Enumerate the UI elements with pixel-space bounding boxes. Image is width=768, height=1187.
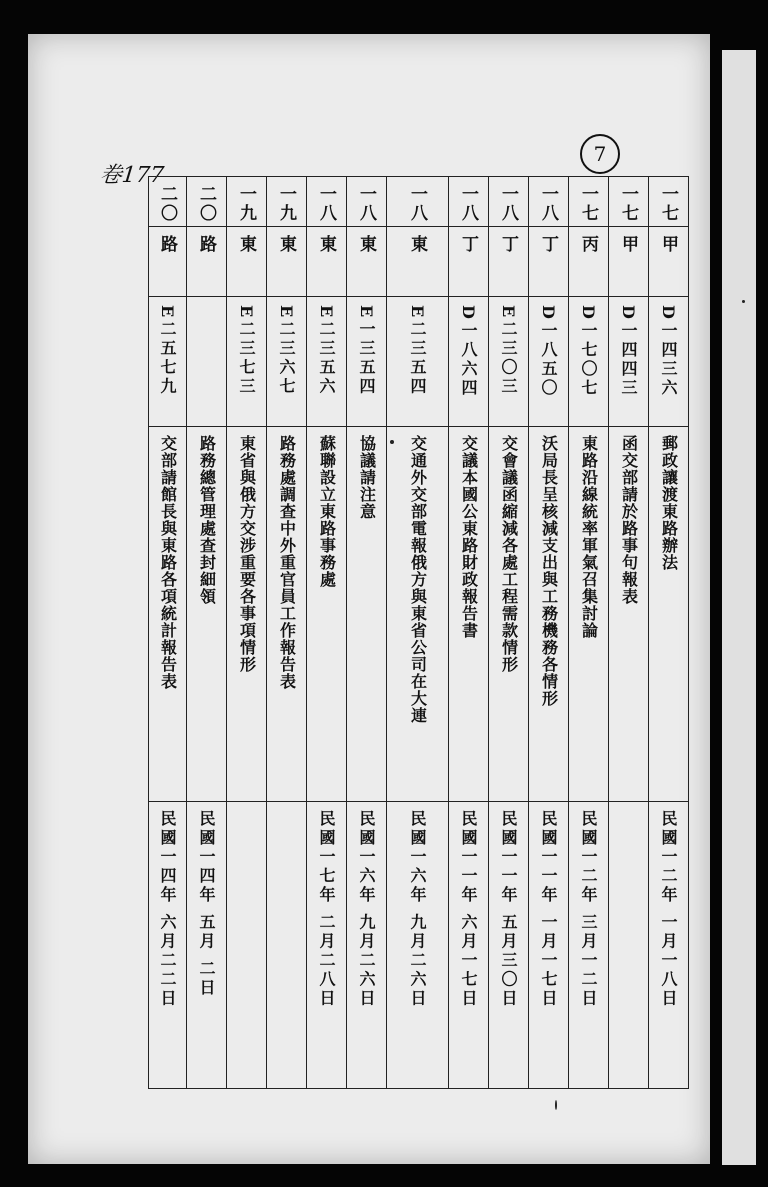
entry-code: E二三〇三 [499, 305, 518, 397]
entry-type-cell [347, 227, 387, 297]
entry-type-cell [267, 227, 307, 297]
entry-subject: 交議本國公東路財政報告書 [459, 435, 479, 639]
entry-type-cell [529, 227, 569, 297]
entry-subject: 函交部請於路事句報表 [619, 435, 639, 605]
entry-type: 東 [356, 235, 376, 254]
entry-code-cell [307, 297, 347, 427]
entry-date-cell [387, 802, 449, 1089]
circled-page-number: 7 [580, 134, 620, 174]
entry-subject: 沃局長呈核減支出與工務機務各情形 [539, 435, 559, 707]
entry-subject: 東省與俄方交涉重要各事項情形 [237, 435, 257, 673]
entry-subject: 協議請注意 [357, 435, 377, 520]
entry-type: 甲 [618, 235, 638, 254]
entry-subject-cell [347, 427, 387, 802]
entry-sequence: 二〇 [157, 185, 177, 223]
entry-code-cell [187, 297, 227, 427]
entry-subject: 交部請館長與東路各項統計報告表 [158, 435, 178, 690]
entry-date: 民國一一年 六月一七日 [459, 810, 478, 1009]
entry-type-cell [227, 227, 267, 297]
entry-date: 民國一二年 三月一二日 [579, 810, 598, 1009]
entry-subject-cell [529, 427, 569, 802]
entry-sequence: 一九 [236, 185, 256, 223]
entry-code-cell [267, 297, 307, 427]
entry-type-cell [149, 227, 187, 297]
entry-sequence: 一八 [407, 185, 427, 223]
entry-date-cell [227, 802, 267, 1089]
entry-subject-cell [649, 427, 689, 802]
entry-type-cell [187, 227, 227, 297]
entry-code: E二三六七 [277, 305, 296, 397]
entry-subject: 路務總管理處查封細領 [197, 435, 217, 605]
entry-subject: 東路沿線統率軍氣召集討論 [579, 435, 599, 639]
entry-subject-cell [227, 427, 267, 802]
entry-type: 路 [157, 235, 177, 254]
entry-date-cell [649, 802, 689, 1089]
entry-type-cell [387, 227, 449, 297]
entry-sequence: 一七 [618, 185, 638, 223]
entry-sequence: 一八 [538, 185, 558, 223]
page-reference-note: 卷177 [98, 163, 166, 188]
entry-sequence: 一八 [316, 185, 336, 223]
entry-date: 民國一四年 五月 二日 [197, 810, 216, 999]
entry-type-cell [569, 227, 609, 297]
scan-speck [555, 1100, 557, 1110]
entry-type: 丁 [538, 235, 558, 254]
entry-sequence-cell [449, 177, 489, 227]
entry-subject: 路務處調查中外重官員工作報告表 [277, 435, 297, 690]
row-type [149, 227, 689, 297]
entry-code: D一四四三 [619, 305, 638, 398]
entry-code-cell [347, 297, 387, 427]
entry-sequence-cell [149, 177, 187, 227]
entry-date-cell [347, 802, 387, 1089]
entry-code-cell [227, 297, 267, 427]
entry-type: 東 [316, 235, 336, 254]
entry-subject-cell [449, 427, 489, 802]
entry-sequence-cell [267, 177, 307, 227]
entry-date-cell [267, 802, 307, 1089]
entry-type: 丁 [498, 235, 518, 254]
row-sequence [149, 177, 689, 227]
adjacent-page-edge [722, 50, 756, 1165]
entry-sequence-cell [187, 177, 227, 227]
entry-subject-cell [569, 427, 609, 802]
entry-date-cell [187, 802, 227, 1089]
entry-date: 民國一四年 六月二二日 [158, 810, 177, 1009]
entry-type-cell [489, 227, 529, 297]
entry-sequence: 一八 [356, 185, 376, 223]
entry-code: D一四三六 [659, 305, 678, 398]
entry-subject: 郵政讓渡東路辦法 [659, 435, 679, 571]
entry-sequence: 一八 [498, 185, 518, 223]
entry-code: E二三五六 [317, 305, 336, 397]
entry-date: 民國一二年 一月一八日 [659, 810, 678, 1009]
entry-date-cell [449, 802, 489, 1089]
scan-speck [742, 300, 745, 303]
entry-code-cell [529, 297, 569, 427]
entry-sequence-cell [569, 177, 609, 227]
entry-type: 路 [196, 235, 216, 254]
entry-type: 丁 [458, 235, 478, 254]
entry-code: E一三五四 [357, 305, 376, 397]
entry-sequence: 一八 [458, 185, 478, 223]
entry-date-cell [529, 802, 569, 1089]
entry-code-cell [649, 297, 689, 427]
entry-date: 民國一六年 九月二六日 [408, 810, 427, 1009]
entry-date-cell [609, 802, 649, 1089]
entry-sequence: 一九 [276, 185, 296, 223]
entry-date: 民國一一年 一月一七日 [539, 810, 558, 1009]
entry-sequence-cell [387, 177, 449, 227]
row-date [149, 802, 689, 1089]
entry-code: E二三五四 [408, 305, 427, 397]
entry-sequence-cell [347, 177, 387, 227]
entry-subject: 蘇聯設立東路事務處 [317, 435, 337, 588]
entry-sequence-cell [227, 177, 267, 227]
entry-code: D一八六四 [459, 305, 478, 398]
entry-subject: 交通外交部電報俄方與東省公司在大連 [408, 435, 428, 724]
entry-subject-cell [187, 427, 227, 802]
entry-type: 東 [276, 235, 296, 254]
entry-code-cell [569, 297, 609, 427]
entry-date-cell [569, 802, 609, 1089]
entry-type-cell [609, 227, 649, 297]
entry-date-cell [307, 802, 347, 1089]
entry-sequence-cell [649, 177, 689, 227]
row-code [149, 297, 689, 427]
entry-type-cell [649, 227, 689, 297]
entry-sequence: 一七 [578, 185, 598, 223]
entry-sequence: 一七 [658, 185, 678, 223]
entry-subject-cell [149, 427, 187, 802]
entry-code: E二三七三 [237, 305, 256, 397]
row-subject [149, 427, 689, 802]
entry-subject-cell [267, 427, 307, 802]
entry-type: 丙 [578, 235, 598, 254]
entry-type: 甲 [658, 235, 678, 254]
entry-code-cell [149, 297, 187, 427]
entry-code-cell [387, 297, 449, 427]
entry-code-cell [609, 297, 649, 427]
entry-sequence-cell [489, 177, 529, 227]
entry-code-cell [449, 297, 489, 427]
entry-subject-cell [489, 427, 529, 802]
entry-code: E二五七九 [158, 305, 177, 397]
entry-date: 民國一一年 五月三〇日 [499, 810, 518, 1009]
entry-type: 東 [236, 235, 256, 254]
entry-sequence-cell [529, 177, 569, 227]
entry-type-cell [449, 227, 489, 297]
entry-subject-cell [609, 427, 649, 802]
entry-subject-cell [307, 427, 347, 802]
register-table [148, 176, 689, 1089]
entry-sequence: 二〇 [196, 185, 216, 223]
entry-code: D一七〇七 [579, 305, 598, 398]
entry-code: D一八五〇 [539, 305, 558, 398]
entry-date-cell [489, 802, 529, 1089]
entry-type: 東 [407, 235, 427, 254]
entry-date-cell [149, 802, 187, 1089]
entry-sequence-cell [609, 177, 649, 227]
entry-date: 民國一七年 二月二八日 [317, 810, 336, 1009]
entry-subject: 交會議函縮減各處工程需款情形 [499, 435, 519, 673]
entry-sequence-cell [307, 177, 347, 227]
entry-subject-cell [387, 427, 449, 802]
entry-type-cell [307, 227, 347, 297]
entry-code-cell [489, 297, 529, 427]
scan-speck [390, 440, 394, 444]
entry-date: 民國一六年 九月二六日 [357, 810, 376, 1009]
